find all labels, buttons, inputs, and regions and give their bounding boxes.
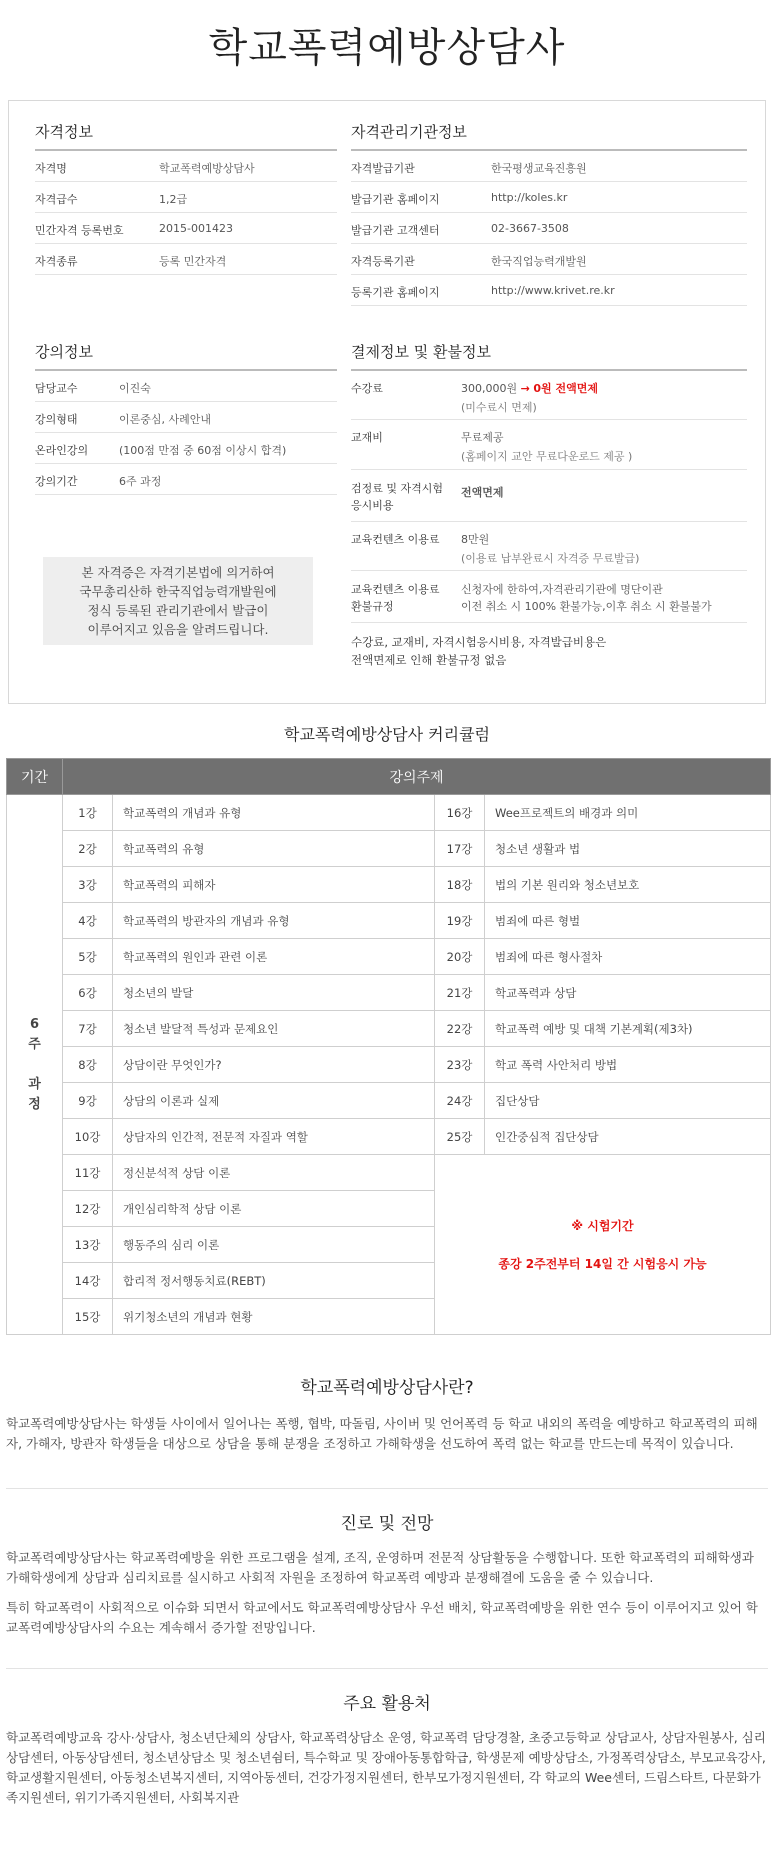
kv-key: 민간자격 등록번호 <box>35 224 124 237</box>
table-header-row <box>7 759 771 795</box>
lecture-topic: 상담의 이론과 실제 <box>113 1083 435 1119</box>
kv-row <box>351 151 747 182</box>
lecture-number: 6강 <box>63 975 113 1011</box>
lecture-number: 9강 <box>63 1083 113 1119</box>
lecture-topic: 행동주의 심리 이론 <box>113 1227 435 1263</box>
table-row <box>7 1083 771 1119</box>
usage-text: 학교폭력예방교육 강사·상담사, 청소년단체의 상담사, 학교폭력상담소 운영, 학교폭력 담당경찰, 초중고등학교 상담교사, 상담자원봉사, 심리상담센터, 아동상담센터, 청소년상담소 및 청소년쉼터, 특수학교 및 장애아동통합학급, 학생문제 예방상담소, 가정폭력상담소, 부모교육강사, 학교생활지원센터, 아동청소년복지센터, 지역아동센터, 건강가정지원센터, 한부모가정지원센터, 각 학교의 Wee센터, 드림스타트, 다문화가족지원센터, 위기가족지원센터, 사회복지관 <box>6 1730 766 1805</box>
lecture-number: 12강 <box>63 1191 113 1227</box>
material-row <box>351 420 747 470</box>
fee-value <box>461 380 598 415</box>
lecture-number: 18강 <box>435 867 485 903</box>
career-text-1: 학교폭력예방상담사는 학교폭력예방을 위한 프로그램을 설계, 조직, 운영하며 전문적 상담활동을 수행합니다. 또한 학교폭력의 피해학생과 가해학생에게 상담과 심리치료를 실시하고 사회적 자원을 조정하여 학교폭력 예방과 분쟁해결에 도움을 줄 수 있습니다. <box>6 1550 754 1585</box>
kv-row <box>35 464 337 495</box>
exam-fee-value: 전액면제 <box>461 486 504 499</box>
notice-line: 본 자격증은 자격기본법에 의거하여 <box>81 565 275 580</box>
kv-row <box>351 275 747 306</box>
lecture-topic: 집단상담 <box>485 1083 771 1119</box>
lecture-topic: 합리적 정서행동치료(REBT) <box>113 1263 435 1299</box>
fee-note: (미수료시 면제) <box>461 401 537 414</box>
kv-value: 2015-001423 <box>159 222 233 235</box>
lecture-number: 7강 <box>63 1011 113 1047</box>
refund-line: 신청자에 한하여,자격관리기관에 명단이관 <box>461 583 663 596</box>
period-text: 정 <box>28 1096 41 1112</box>
notice-line: 이루어지고 있음을 알려드립니다. <box>87 622 269 637</box>
kv-key: 자격명 <box>35 162 67 175</box>
divider <box>6 1668 768 1669</box>
table-row <box>7 903 771 939</box>
lecture-section <box>35 341 337 495</box>
kv-key: 발급기관 홈페이지 <box>351 193 440 206</box>
material-value <box>461 429 632 464</box>
lecture-topic: 청소년의 발달 <box>113 975 435 1011</box>
qualification-section <box>35 121 337 275</box>
lecture-topic: 인간중심적 집단상담 <box>485 1119 771 1155</box>
lecture-number: 21강 <box>435 975 485 1011</box>
summary-line: 수강료, 교재비, 자격시험응시비용, 자격발급비용은 <box>351 635 607 649</box>
lecture-topic: 상담이란 무엇인가? <box>113 1047 435 1083</box>
period-text: 6 <box>29 1016 40 1032</box>
lecture-number: 14강 <box>63 1263 113 1299</box>
fee-free: 0원 전액면제 <box>533 382 598 395</box>
content-fee-row <box>351 522 747 571</box>
career-heading: 진로 및 전망 <box>340 1514 434 1534</box>
kv-value: 02-3667-3508 <box>491 222 569 235</box>
about-text: 학교폭력예방상담사는 학생들 사이에서 일어나는 폭행, 협박, 따돌림, 사이버 및 언어폭력 등 학교 내외의 폭력을 예방하고 학교폭력의 피해자, 가해자, 방관자 학생들을 대상으로 상담을 통해 분쟁을 조정하고 가해학생을 선도하여 폭력 없는 학교를 만드는데 목적이 있습니다. <box>6 1416 758 1451</box>
agency-heading: 자격관리기관정보 <box>351 121 747 151</box>
refund-line: 이전 취소 시 100% 환불가능,이후 취소 시 환불불가 <box>461 600 712 613</box>
kv-key: 담당교수 <box>35 382 78 395</box>
exam-label-line: 검정료 및 자격시험 <box>351 482 444 495</box>
kv-key: 자격등록기관 <box>351 255 415 268</box>
exam-label-line: 응시비용 <box>351 499 394 512</box>
lecture-number: 15강 <box>63 1299 113 1335</box>
kv-key: 온라인강의 <box>35 444 89 457</box>
lecture-topic: 학교폭력 예방 및 대책 기본계획(제3차) <box>485 1011 771 1047</box>
lecture-topic: 법의 기본 원리와 청소년보호 <box>485 867 771 903</box>
kv-key: 등록기관 홈페이지 <box>351 286 440 299</box>
kv-key: 교재비 <box>351 431 383 444</box>
material-text: 무료제공 <box>461 431 504 444</box>
kv-value: 한국평생교육진흥원 <box>491 162 587 175</box>
agency-section <box>351 121 747 306</box>
lecture-number: 19강 <box>435 903 485 939</box>
lecture-number: 4강 <box>63 903 113 939</box>
exam-period-title: ※ 시험기간 <box>571 1218 634 1233</box>
registry-homepage-link[interactable]: http://www.krivet.re.kr <box>491 284 615 297</box>
table-row <box>7 939 771 975</box>
lecture-number: 10강 <box>63 1119 113 1155</box>
notice-line: 국무총리산하 한국직업능력개발원에 <box>79 584 277 599</box>
period-cell <box>7 795 63 1335</box>
kv-key: 강의기간 <box>35 475 78 488</box>
table-row <box>7 1155 771 1191</box>
kv-key: 교육컨텐츠 이용료 <box>351 533 440 546</box>
lecture-topic: 범죄에 따른 형사절차 <box>485 939 771 975</box>
lecture-topic: 정신분석적 상담 이론 <box>113 1155 435 1191</box>
summary-line: 전액면제로 인해 환불규정 없음 <box>351 653 507 667</box>
exam-fee-row <box>351 470 747 522</box>
career-text-2: 특히 학교폭력이 사회적으로 이슈화 되면서 학교에서도 학교폭력예방상담사 우선 배치, 학교폭력예방을 위한 연수 등이 이루어지고 있어 학교폭력예방상담사의 수요는 계속해서 증가할 전망입니다. <box>6 1600 758 1635</box>
refund-summary <box>351 623 747 669</box>
kv-value: 이진숙 <box>119 382 151 395</box>
notice-line: 정식 등록된 관리기관에서 발급이 <box>87 603 269 618</box>
table-row <box>7 1047 771 1083</box>
content-fee-note: (이용료 납부완료시 자격증 무료발급) <box>461 552 640 565</box>
kv-value: 6주 과정 <box>119 475 162 488</box>
divider <box>6 1488 768 1489</box>
kv-key: 발급기관 고객센터 <box>351 224 440 237</box>
table-row <box>7 831 771 867</box>
kv-key <box>351 581 461 615</box>
lecture-topic: 상담자의 인간적, 전문적 자질과 역할 <box>113 1119 435 1155</box>
kv-key: 강의형태 <box>35 413 78 426</box>
lecture-number: 11강 <box>63 1155 113 1191</box>
kv-row <box>35 433 337 464</box>
lecture-number: 3강 <box>63 867 113 903</box>
kv-row <box>35 402 337 433</box>
curriculum-title: 학교폭력예방상담사 커리큘럼 <box>283 725 490 744</box>
exam-period-cell <box>435 1155 771 1335</box>
about-heading: 학교폭력예방상담사란? <box>300 1378 474 1398</box>
material-note: (홈페이지 교안 무료다운로드 제공 ) <box>461 450 633 463</box>
kv-value: 이론중심, 사례안내 <box>119 413 212 426</box>
agency-homepage-link[interactable]: http://koles.kr <box>491 191 568 204</box>
table-row <box>7 1011 771 1047</box>
lecture-number: 24강 <box>435 1083 485 1119</box>
page-title: 학교폭력예방상담사 <box>208 25 566 71</box>
lecture-topic: 개인심리학적 상담 이론 <box>113 1191 435 1227</box>
lecture-topic: 위기청소년의 개념과 현황 <box>113 1299 435 1335</box>
kv-row <box>351 244 747 275</box>
about-section <box>6 1373 768 1454</box>
qualification-heading: 자격정보 <box>35 121 337 151</box>
table-row <box>7 795 771 831</box>
lecture-topic: 학교폭력의 방관자의 개념과 유형 <box>113 903 435 939</box>
lecture-number: 5강 <box>63 939 113 975</box>
lecture-number: 25강 <box>435 1119 485 1155</box>
usage-section <box>6 1689 768 1808</box>
curriculum-table <box>6 758 771 1335</box>
kv-key: 자격종류 <box>35 255 78 268</box>
payment-heading: 결제정보 및 환불정보 <box>351 341 747 371</box>
lecture-topic: 청소년 발달적 특성과 문제요인 <box>113 1011 435 1047</box>
lecture-number: 17강 <box>435 831 485 867</box>
fee-arrow: → <box>520 382 530 395</box>
lecture-topic: 학교폭력과 상담 <box>485 975 771 1011</box>
payment-section <box>351 341 747 669</box>
kv-row <box>35 151 337 182</box>
refund-value <box>461 581 712 615</box>
lecture-topic: Wee프로젝트의 배경과 의미 <box>485 795 771 831</box>
kv-key: 자격발급기관 <box>351 162 415 175</box>
period-text: 과 <box>28 1076 41 1092</box>
column-header-topic: 강의주제 <box>63 759 771 795</box>
refund-row <box>351 571 747 623</box>
content-fee-text: 8만원 <box>461 533 490 546</box>
lecture-number: 1강 <box>63 795 113 831</box>
lecture-number: 13강 <box>63 1227 113 1263</box>
kv-row <box>35 182 337 213</box>
lecture-topic: 학교폭력의 유형 <box>113 831 435 867</box>
lecture-topic: 학교폭력의 피해자 <box>113 867 435 903</box>
usage-heading: 주요 활용처 <box>343 1694 431 1714</box>
lecture-number: 22강 <box>435 1011 485 1047</box>
lecture-number: 8강 <box>63 1047 113 1083</box>
kv-row <box>35 371 337 402</box>
table-row <box>7 975 771 1011</box>
column-header-period: 기간 <box>7 759 63 795</box>
period-text: 주 <box>28 1036 41 1052</box>
kv-key: 수강료 <box>351 382 383 395</box>
refund-label-line: 교육컨텐츠 이용료 <box>351 583 440 596</box>
lecture-topic: 학교폭력의 개념과 유형 <box>113 795 435 831</box>
kv-row <box>351 213 747 244</box>
kv-row <box>35 244 337 275</box>
notice-box <box>43 557 313 645</box>
kv-value: 1,2급 <box>159 193 188 206</box>
table-row <box>7 867 771 903</box>
period-gap <box>7 1055 62 1075</box>
career-section <box>6 1509 768 1638</box>
lecture-topic: 학교폭력의 원인과 관련 이론 <box>113 939 435 975</box>
lecture-topic: 범죄에 따른 형벌 <box>485 903 771 939</box>
lecture-number: 16강 <box>435 795 485 831</box>
kv-value: 등록 민간자격 <box>159 255 227 268</box>
kv-key: 자격급수 <box>35 193 78 206</box>
lecture-topic: 청소년 생활과 법 <box>485 831 771 867</box>
kv-value: (100점 만점 중 60점 이상시 합격) <box>119 444 287 457</box>
lecture-number: 20강 <box>435 939 485 975</box>
kv-value: 한국직업능력개발원 <box>491 255 587 268</box>
exam-period-desc: 종강 2주전부터 14일 간 시험응시 가능 <box>498 1256 707 1271</box>
kv-value: 학교폭력예방상담사 <box>159 162 255 175</box>
fee-price: 300,000원 <box>461 382 518 395</box>
lecture-number: 23강 <box>435 1047 485 1083</box>
kv-key <box>351 480 461 514</box>
kv-row <box>351 182 747 213</box>
lecture-heading: 강의정보 <box>35 341 337 371</box>
content-fee-value <box>461 531 639 566</box>
table-row <box>7 1119 771 1155</box>
lecture-topic: 학교 폭력 사안처리 방법 <box>485 1047 771 1083</box>
fee-row <box>351 371 747 420</box>
lecture-number: 2강 <box>63 831 113 867</box>
info-box <box>8 100 766 704</box>
kv-row <box>35 213 337 244</box>
refund-label-line: 환불규정 <box>351 600 394 613</box>
